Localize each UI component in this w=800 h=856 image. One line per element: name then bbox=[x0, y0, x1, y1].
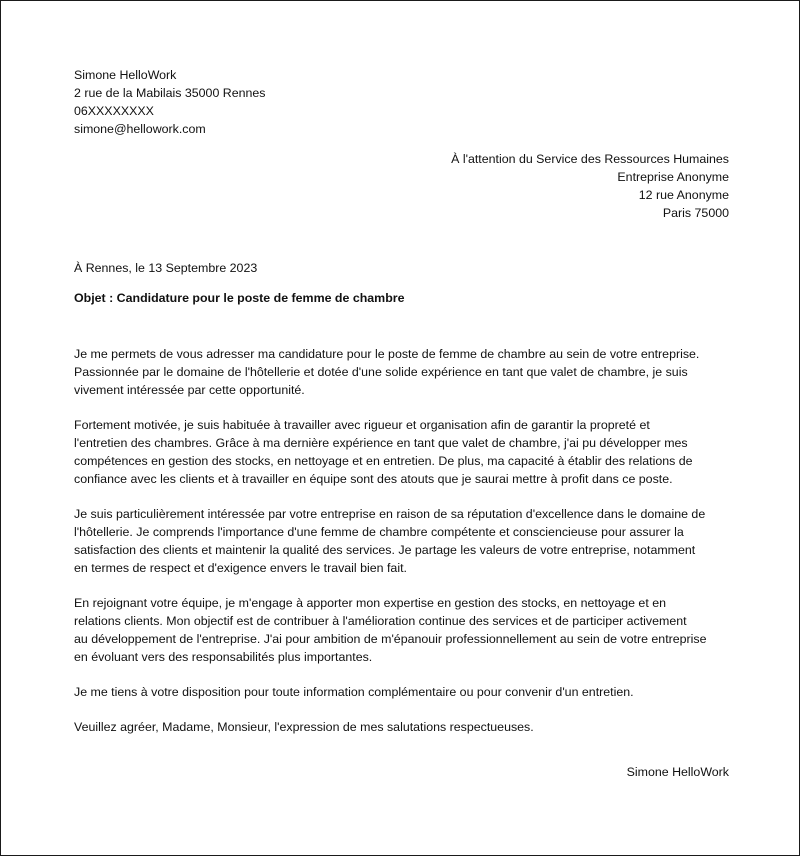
sender-name: Simone HelloWork bbox=[74, 68, 177, 82]
recipient-company: Entreprise Anonyme bbox=[617, 170, 729, 184]
sender-block bbox=[74, 66, 729, 138]
letter-body bbox=[74, 345, 729, 736]
paragraph-commitment: En rejoignant votre équipe, je m'engage à apporter mon expertise en gestion des stocks, en nettoyage et en relations clients. Mon objectif est de contribuer à l'amélioration continue des services et de participer activement au développement de l'entreprise. J'ai pour ambition de m'épanouir professionnellement au sein de votre entreprise en évoluant vers des responsabilités plus importantes. bbox=[74, 596, 707, 664]
recipient-street: 12 rue Anonyme bbox=[638, 188, 729, 202]
paragraph-company-interest: Je suis particulièrement intéressée par votre entreprise en raison de sa réputation d'excellence dans le domaine de l'hôtellerie. Je comprends l'importance d'une femme de chambre compétente et consciencieuse pour assurer la satisfaction des clients et maintenir la qualité des services. Je partage les valeurs de votre entreprise, notamment en termes de respect et d'exigence envers le travail bien fait. bbox=[74, 507, 706, 575]
letter-content bbox=[74, 66, 729, 781]
recipient-attention: À l'attention du Service des Ressources Humaines bbox=[451, 152, 729, 166]
paragraph-availability: Je me tiens à votre disposition pour toute information complémentaire ou pour convenir d'un entretien. bbox=[74, 685, 634, 699]
paragraph-motivation: Fortement motivée, je suis habituée à travailler avec rigueur et organisation afin de garantir la propreté et l'entretien des chambres. Grâce à ma dernière expérience en tant que valet de chambre, j'ai pu développer mes compétences en gestion des stocks, en nettoyage et en entretien. De plus, ma capacité à établir des relations de confiance avec les clients et à travailler en équipe sont des atouts que je saurai mettre à profit dans ce poste. bbox=[74, 418, 693, 486]
paragraph-closing: Veuillez agréer, Madame, Monsieur, l'expression de mes salutations respectueuses. bbox=[74, 720, 534, 734]
recipient-block bbox=[74, 150, 729, 222]
paragraph-intro: Je me permets de vous adresser ma candidature pour le poste de femme de chambre au sein de votre entreprise. Passionnée par le domaine de l'hôtellerie et dotée d'une solide expérience en tant que valet de chambre, je suis vivement intéressée par cette opportunité. bbox=[74, 347, 700, 397]
recipient-city: Paris 75000 bbox=[662, 206, 729, 220]
sender-phone: 06XXXXXXXX bbox=[74, 104, 154, 118]
sender-address: 2 rue de la Mabilais 35000 Rennes bbox=[74, 86, 266, 100]
subject-line: Objet : Candidature pour le poste de femme de chambre bbox=[74, 291, 405, 305]
signature: Simone HelloWork bbox=[626, 765, 729, 779]
date-line: À Rennes, le 13 Septembre 2023 bbox=[74, 261, 258, 275]
sender-email: simone@hellowork.com bbox=[74, 122, 206, 136]
